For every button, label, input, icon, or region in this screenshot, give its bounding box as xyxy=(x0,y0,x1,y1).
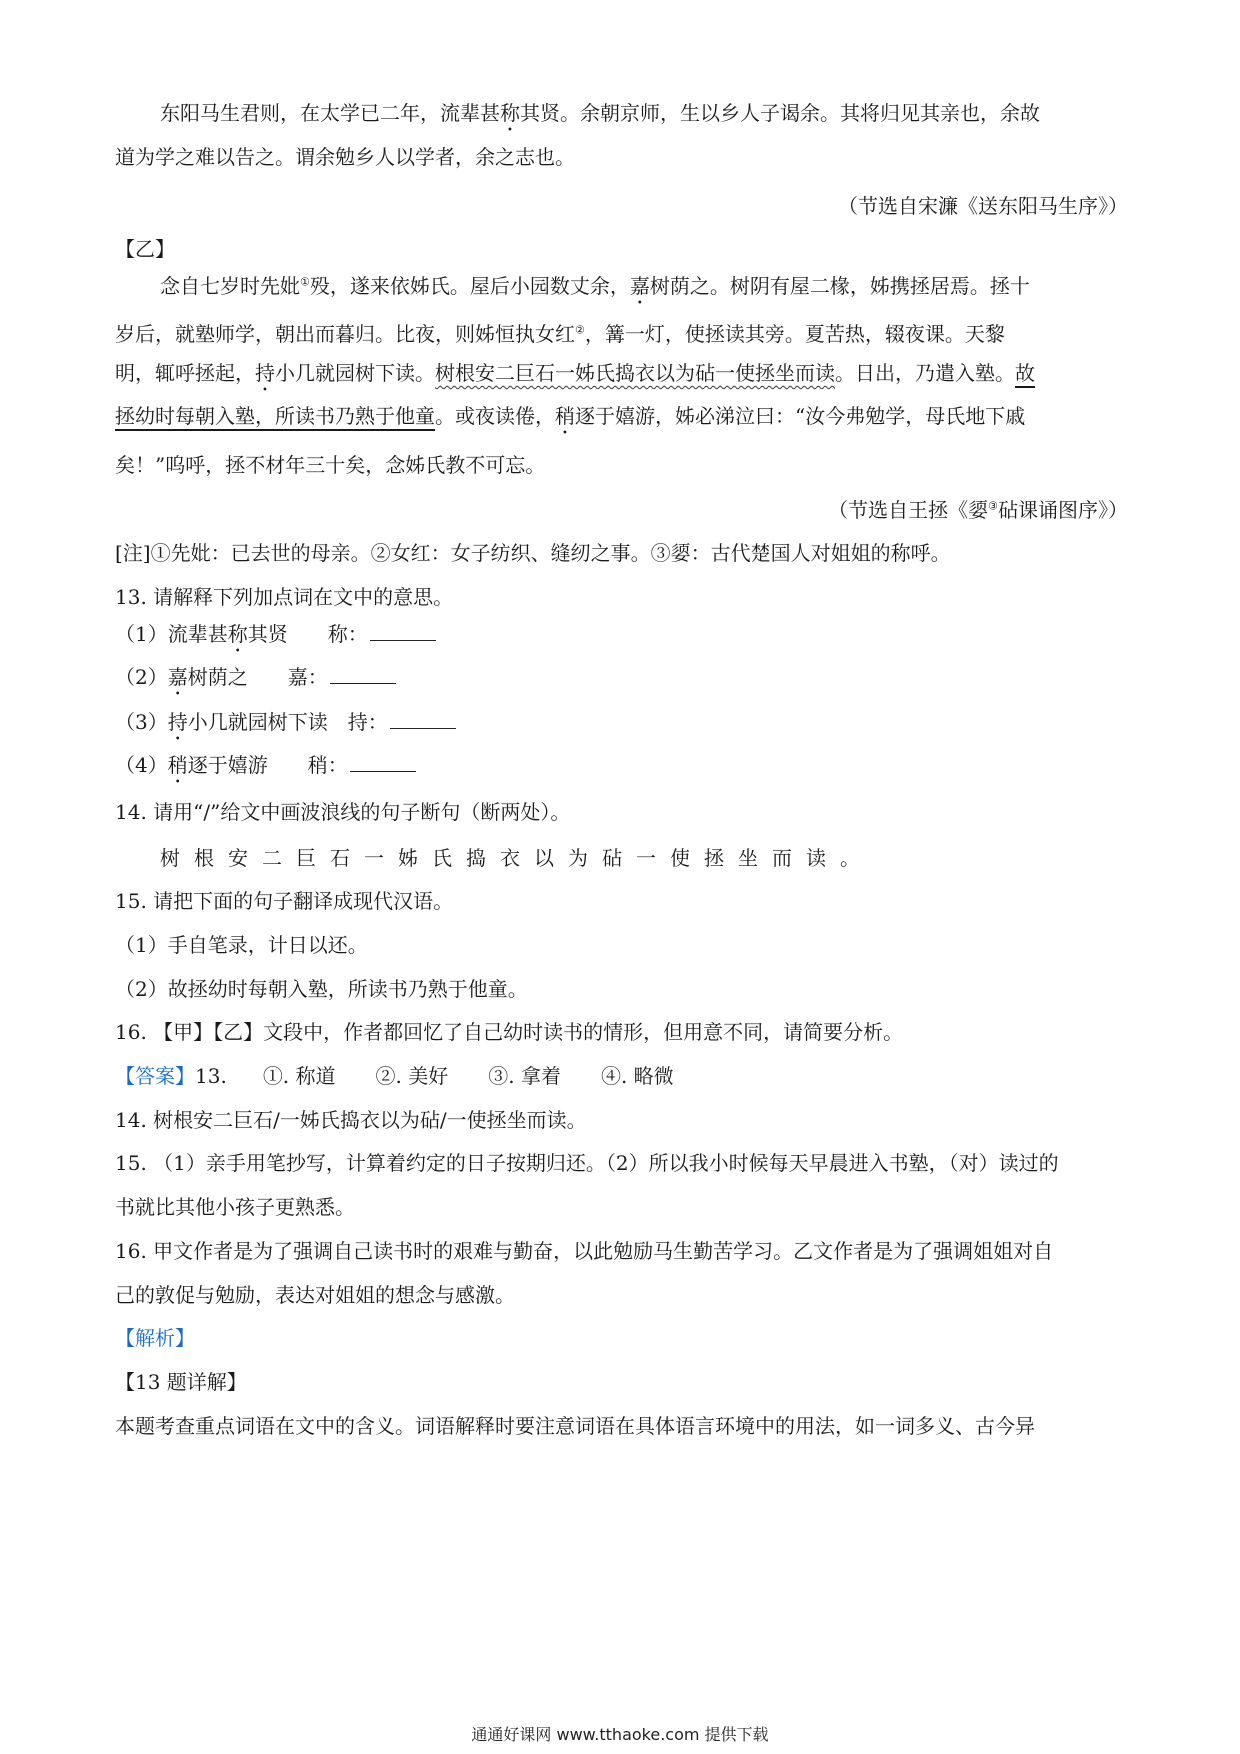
yi-line-3: 明，辄呼拯起，持小几就园树下读。树根安二巨石一姊氏捣衣以为砧一使拯坐而读。日出，乃遣入塾。故 xyxy=(115,361,1035,385)
dotted-word: 称 xyxy=(500,101,520,125)
answer-15-line-1: 15. （1）亲手用笔抄写，计算着约定的日子按期归还。（2）所以我小时候每天早晨进入书塾，（对）读过的 xyxy=(115,1151,1059,1175)
answer-14: 14. 树根安二巨石/一姊氏捣衣以为砧/一使拯坐而读。 xyxy=(115,1108,587,1132)
answer-blank[interactable] xyxy=(390,710,456,729)
answer-blank[interactable] xyxy=(330,665,396,684)
dotted-word: 嘉 xyxy=(629,274,650,298)
answer-16-line-1: 16. 甲文作者是为了强调自己读书时的艰难与勤奋，以此勉励马生勤苦学习。乙文作者是为了强调姐姐对自 xyxy=(115,1239,1054,1263)
answer-blank[interactable] xyxy=(370,622,436,641)
yi-line-2: 岁后，就塾师学，朝出而暮归。比夜，则姊恒执女红②，篝一灯，使拯读其旁。夏苦热，辍夜课。天黎 xyxy=(115,322,1005,346)
yi-line-4: 拯幼时每朝入塾，所读书乃熟于他童。或夜读倦，稍逐于嬉游，姊必涕泣曰：“汝今弗勉学，母氏地下戚 xyxy=(115,404,1026,428)
notes: [注]①先妣：已去世的母亲。②女红：女子纺织、缝纫之事。③媭：古代楚国人对姐姐的称呼。 xyxy=(115,541,951,565)
dotted-word: 持 xyxy=(255,361,275,385)
q13-item-3: （3）持小几就园树下读 持： xyxy=(115,710,1128,745)
q13-item-1: （1）流辈甚称其贤 称： xyxy=(115,622,1128,657)
answer-15-line-2: 书就比其他小孩子更熟悉。 xyxy=(115,1195,355,1219)
q15-stem: 15. 请把下面的句子翻译成现代汉语。 xyxy=(115,889,454,913)
q13-item-4: （4）稍逐于嬉游 稍： xyxy=(115,753,1128,788)
q13-stem: 13. 请解释下列加点词在文中的意思。 xyxy=(115,585,454,609)
answer-13: 【答案】13. ①. 称道 ②. 美好 ③. 拿着 ④. 略微 xyxy=(115,1064,674,1088)
analysis-text: 本题考查重点词语在文中的含义。词语解释时要注意词语在具体语言环境中的用法，如一词多义、古今异 xyxy=(115,1414,1035,1438)
wavy-underlined-sentence: 树根安二巨石一姊氏捣衣以为砧一使拯坐而读 xyxy=(435,361,835,385)
footer: 通通好课网 www.tthaoke.com 提供下载 xyxy=(471,1725,769,1744)
yi-line-1: 念自七岁时先妣①殁，遂来依姊氏。屋后小园数丈余，嘉树荫之。树阴有屋二椽，姊携拯居焉。拯十 xyxy=(160,274,1030,298)
yi-source: （节选自王拯《媭③砧课诵图序》） xyxy=(828,498,1128,522)
answer-label: 【答案】 xyxy=(115,1064,195,1088)
jia-line-2: 道为学之难以告之。谓余勉乡人以学者，余之志也。 xyxy=(115,145,575,169)
q15-s1: （1）手自笔录，计日以还。 xyxy=(115,933,368,957)
yi-line-5: 矣！”呜呼，拯不材年三十矣，念姊氏教不可忘。 xyxy=(115,453,546,477)
q15-s2: （2）故拯幼时每朝入塾，所读书乃熟于他童。 xyxy=(115,977,528,1001)
jia-line-1: 东阳马生君则，在太学已二年，流辈甚称其贤。余朝京师，生以乡人子谒余。其将归见其亲也，余故 xyxy=(160,101,1040,125)
answer-16-line-2: 己的敦促与勉励，表达对姐姐的想念与感激。 xyxy=(115,1283,515,1307)
q13-item-2: （2）嘉树荫之 嘉： xyxy=(115,665,1128,700)
q14-sentence: 树根安二巨石一姊氏捣衣以为砧一使拯坐而读。 xyxy=(160,846,874,870)
dotted-word: 稍 xyxy=(555,404,575,428)
q16-stem: 16. 【甲】【乙】文段中，作者都回忆了自己幼时读书的情形，但用意不同，请简要分析。 xyxy=(115,1020,904,1044)
analysis-sub: 【13 题详解】 xyxy=(115,1370,247,1394)
yi-label: 【乙】 xyxy=(115,237,175,261)
jia-source: （节选自宋濂《送东阳马生序》） xyxy=(838,194,1128,218)
analysis-label: 【解析】 xyxy=(115,1326,195,1350)
underlined-sentence: 拯幼时每朝入塾，所读书乃熟于他童 xyxy=(115,404,435,428)
answer-blank[interactable] xyxy=(350,753,416,772)
q14-stem: 14. 请用“/”给文中画波浪线的句子断句（断两处）。 xyxy=(115,800,571,824)
